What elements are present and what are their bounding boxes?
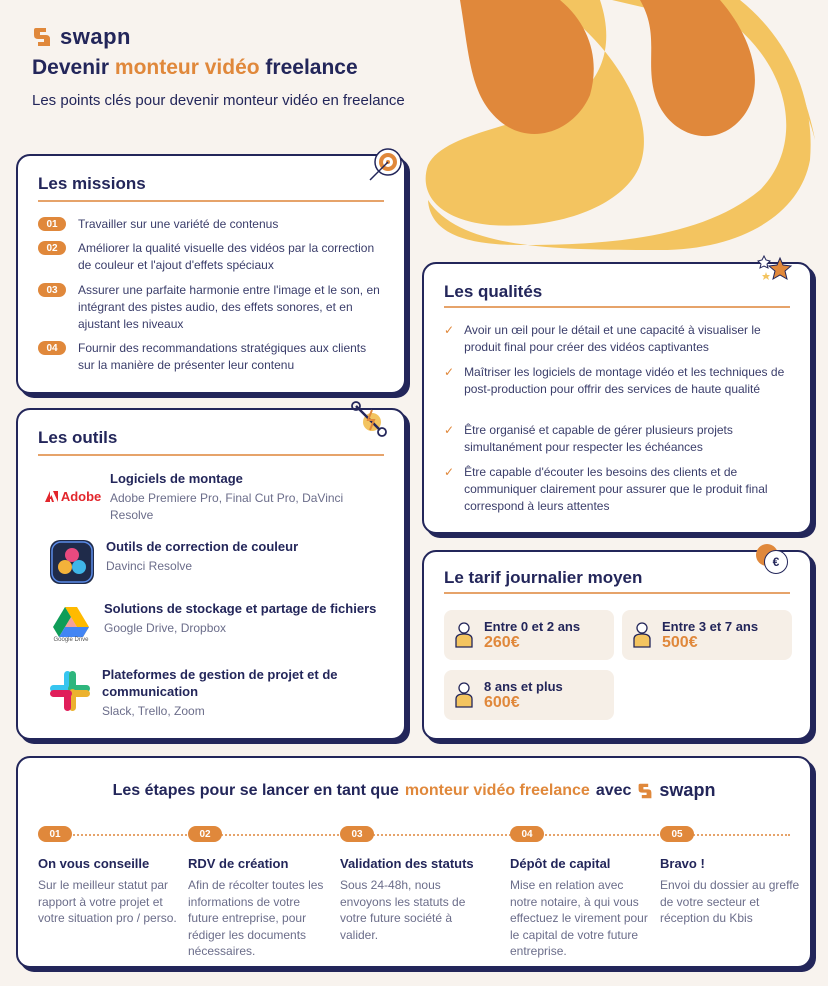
quality-text: Être organisé et capable de gérer plusieurs projets simultanément pour respecter les échéances bbox=[464, 423, 733, 454]
tarif-card bbox=[422, 550, 812, 740]
tool-item bbox=[38, 538, 388, 586]
mission-text: Travailler sur une variété de contenus bbox=[78, 217, 279, 231]
target-icon bbox=[366, 146, 406, 186]
tarif-title: Le tarif journalier moyen bbox=[444, 568, 643, 587]
check-icon: ✓ bbox=[444, 323, 455, 337]
step-title: Validation des statuts bbox=[340, 856, 474, 871]
missions-title: Les missions bbox=[38, 174, 146, 193]
tool-item bbox=[38, 600, 388, 648]
quality-text: Avoir un œil pour le détail et une capacité à visualiser le produit final pour créer des vidéos captivantes bbox=[464, 323, 761, 354]
step-desc: Afin de récolter toutes les informations de votre future entreprise, pour rédiger les documents nécessaires. bbox=[188, 878, 324, 958]
check-icon: ✓ bbox=[444, 365, 455, 379]
outils-card bbox=[16, 408, 406, 740]
person-icon bbox=[444, 622, 484, 648]
outils-title: Les outils bbox=[38, 428, 118, 447]
tool-item bbox=[38, 666, 388, 720]
mission-item bbox=[38, 282, 386, 333]
etapes-title-highlight: monteur vidéo freelance bbox=[404, 781, 590, 799]
step-item bbox=[340, 826, 500, 943]
rate-value: 500€ bbox=[662, 633, 698, 651]
step-desc: Sur le meilleur statut par rapport à votre projet et votre situation pro / perso. bbox=[38, 878, 177, 925]
swapn-logo-icon bbox=[32, 26, 52, 48]
step-title: Dépôt de capital bbox=[510, 856, 611, 871]
quality-item bbox=[444, 364, 796, 398]
rate-value: 600€ bbox=[484, 693, 520, 711]
rate-label: Entre 3 et 7 ans bbox=[662, 618, 759, 634]
person-icon bbox=[622, 622, 662, 648]
rate-card bbox=[444, 670, 614, 720]
etapes-title-part-1: Les étapes pour se lancer en tant que bbox=[112, 781, 399, 799]
step-title: On vous conseille bbox=[38, 856, 150, 871]
adobe-icon bbox=[45, 491, 58, 502]
euro-symbol: € bbox=[764, 550, 788, 574]
title-part-2: freelance bbox=[265, 56, 358, 79]
qualites-title: Les qualités bbox=[444, 282, 543, 301]
mission-number: 03 bbox=[38, 283, 66, 297]
page-subtitle: Les points clés pour devenir monteur vidéo en freelance bbox=[32, 92, 405, 109]
step-title: RDV de création bbox=[188, 856, 289, 871]
etapes-card bbox=[16, 756, 812, 968]
google-drive-logo bbox=[38, 600, 104, 648]
check-icon: ✓ bbox=[444, 465, 455, 479]
mission-number: 02 bbox=[38, 241, 66, 255]
qualites-divider bbox=[444, 306, 790, 308]
rate-label: Entre 0 et 2 ans bbox=[484, 618, 581, 634]
check-icon: ✓ bbox=[444, 423, 455, 437]
stars-icon bbox=[756, 254, 794, 284]
outils-divider bbox=[38, 454, 384, 456]
step-desc: Envoi du dossier au greffe de votre secteur et réception du Kbis bbox=[660, 878, 800, 925]
tarif-divider bbox=[444, 592, 790, 594]
quality-text: Être capable d'écouter les besoins des clients et de communiquer clairement pour assurer que le produit final correspond à leurs attentes bbox=[464, 465, 768, 513]
etapes-title bbox=[18, 780, 810, 801]
swapn-logo-icon bbox=[637, 782, 653, 800]
step-number: 02 bbox=[188, 826, 222, 842]
etapes-brand: swapn bbox=[659, 780, 716, 800]
title-highlight: monteur vidéo bbox=[114, 56, 260, 79]
missions-divider bbox=[38, 200, 384, 202]
rate-card bbox=[444, 610, 614, 660]
tool-desc: Davinci Resolve bbox=[106, 559, 193, 573]
mission-item bbox=[38, 216, 386, 233]
step-desc: Mise en relation avec notre notaire, à qui vous effectuez le virement pour le capital de votre future entreprise. bbox=[510, 878, 648, 958]
tool-name: Logiciels de montage bbox=[110, 471, 243, 486]
step-desc: Sous 24-48h, nous envoyons les statuts de votre future société à valider. bbox=[340, 878, 466, 942]
step-number: 03 bbox=[340, 826, 374, 842]
step-number: 01 bbox=[38, 826, 72, 842]
step-number: 05 bbox=[660, 826, 694, 842]
brand-name: swapn bbox=[60, 24, 131, 49]
adobe-wordmark: Adobe bbox=[60, 488, 102, 504]
slack-icon bbox=[38, 666, 102, 716]
davinci-resolve-icon bbox=[38, 538, 106, 586]
tool-name: Plateformes de gestion de projet et de communication bbox=[102, 667, 338, 699]
tool-desc: Adobe Premiere Pro, Final Cut Pro, DaVinci Resolve bbox=[110, 491, 344, 522]
quality-item bbox=[444, 322, 796, 356]
step-number: 04 bbox=[510, 826, 544, 842]
tool-name: Solutions de stockage et partage de fichiers bbox=[104, 601, 377, 616]
etapes-title-part-2: avec bbox=[595, 781, 632, 799]
rate-card bbox=[622, 610, 792, 660]
swapn-logo bbox=[32, 24, 131, 50]
tool-desc: Google Drive, Dropbox bbox=[104, 621, 227, 635]
mission-item bbox=[38, 240, 386, 274]
missions-card bbox=[16, 154, 406, 394]
quality-text: Maîtriser les logiciels de montage vidéo et les techniques de post-production pour offrir des services de haute qualité bbox=[464, 365, 785, 396]
google-drive-icon bbox=[53, 605, 89, 637]
adobe-logo bbox=[38, 470, 108, 522]
euro-coin-icon bbox=[756, 544, 790, 578]
mission-text: Fournir des recommandations stratégiques aux clients sur la manière de présenter leur contenu bbox=[78, 341, 367, 372]
google-drive-wordmark: Google Drive bbox=[53, 637, 89, 643]
mission-item bbox=[38, 340, 386, 374]
quality-item bbox=[444, 464, 796, 515]
step-item bbox=[660, 826, 800, 927]
tool-desc: Slack, Trello, Zoom bbox=[102, 704, 205, 718]
mission-number: 04 bbox=[38, 341, 66, 355]
tool-name: Outils de correction de couleur bbox=[106, 539, 299, 554]
step-item bbox=[38, 826, 178, 927]
mission-text: Assurer une parfaite harmonie entre l'image et le son, en intégrant des pistes audio, des effets sonores, et en ajustant les niveaux bbox=[78, 283, 380, 331]
step-title: Bravo ! bbox=[660, 856, 705, 871]
rate-label: 8 ans et plus bbox=[484, 678, 563, 694]
mission-text: Améliorer la qualité visuelle des vidéos par la correction de couleur et l'ajout d'effets spéciaux bbox=[78, 241, 375, 272]
qualites-card bbox=[422, 262, 812, 534]
rate-value: 260€ bbox=[484, 633, 520, 651]
title-part-1: Devenir bbox=[32, 56, 110, 79]
quality-item bbox=[444, 422, 796, 456]
step-item bbox=[510, 826, 652, 960]
page-title bbox=[32, 56, 358, 80]
tools-icon bbox=[350, 400, 390, 440]
person-icon bbox=[444, 682, 484, 708]
mission-number: 01 bbox=[38, 217, 66, 231]
step-item bbox=[188, 826, 334, 960]
tool-item bbox=[38, 470, 388, 524]
